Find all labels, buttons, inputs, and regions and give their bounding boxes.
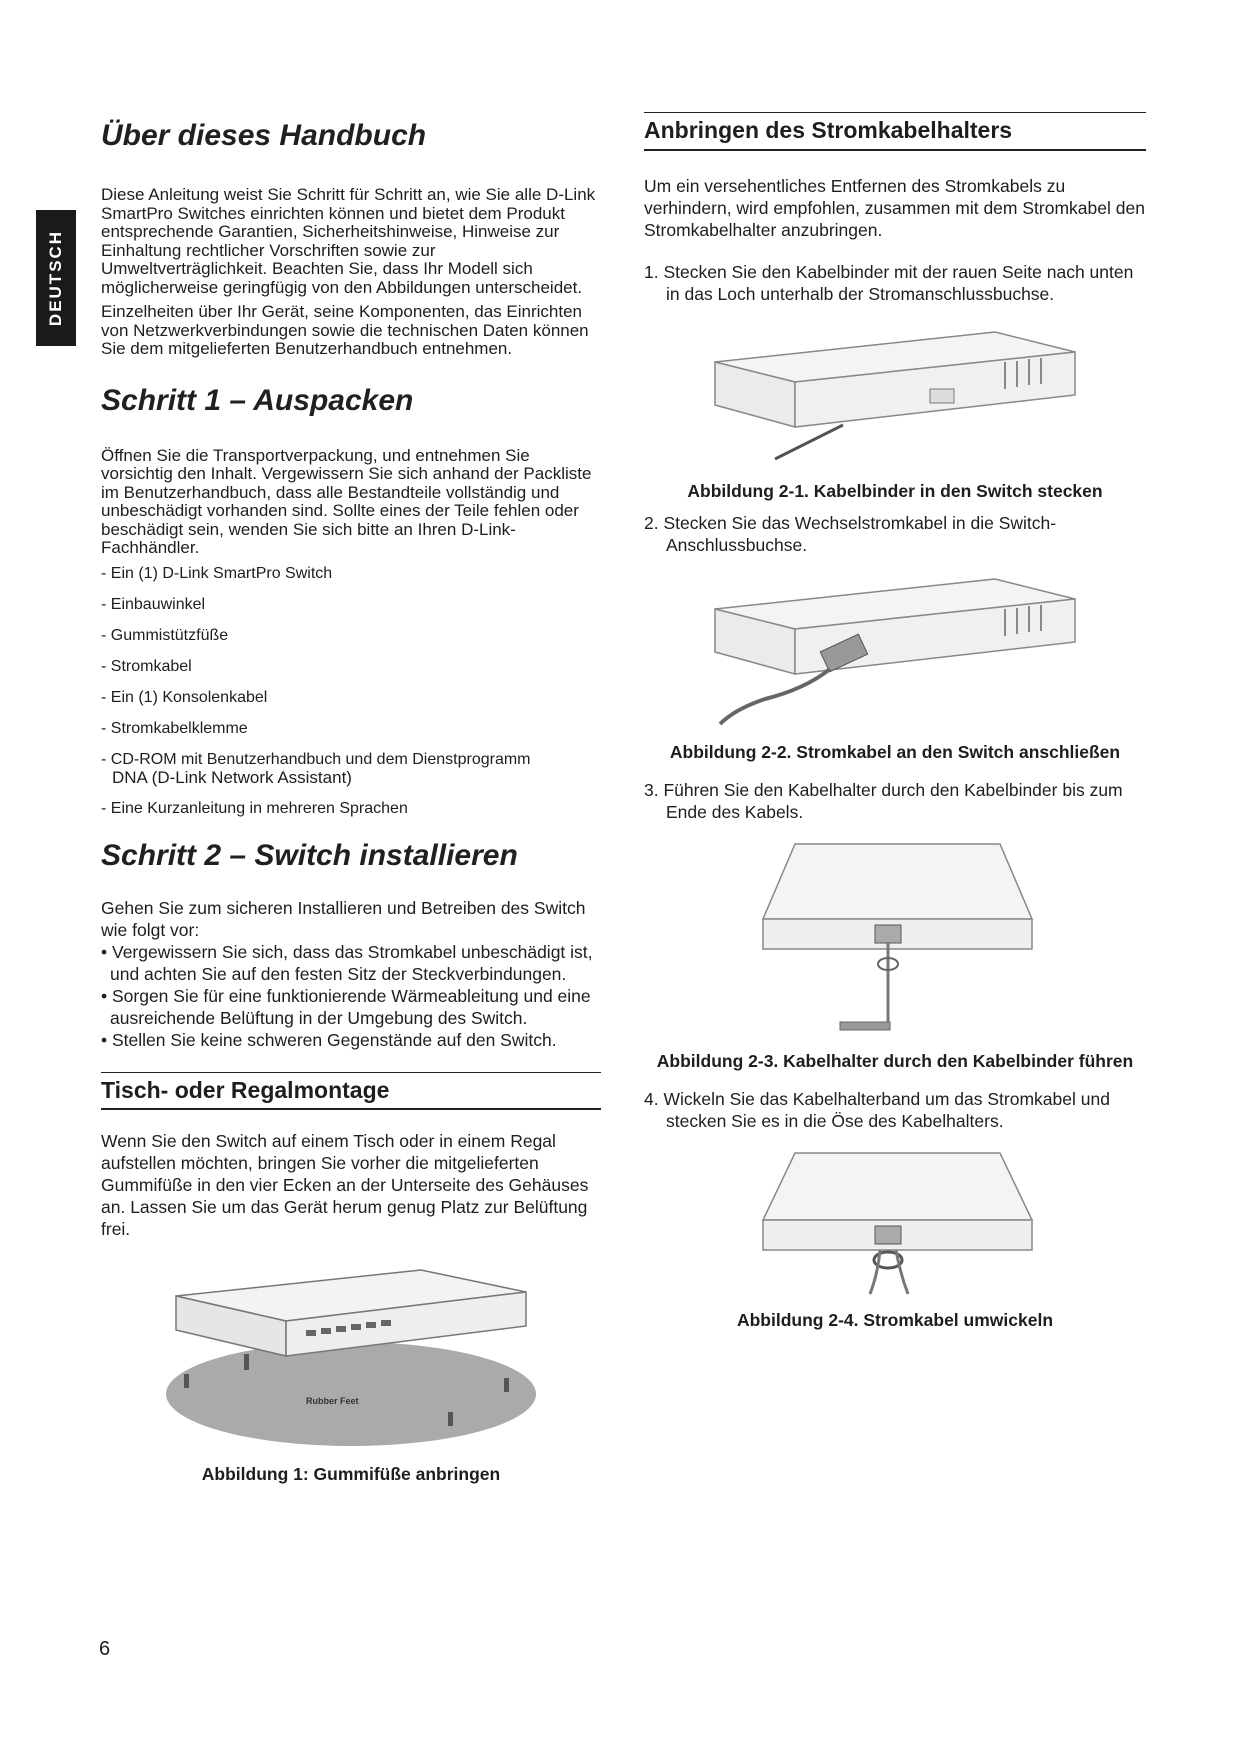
list-item: - Stromkabel bbox=[101, 657, 192, 675]
page-number: 6 bbox=[99, 1638, 111, 1660]
figure-caption: Abbildung 2-2. Stromkabel an den Switch anschließen bbox=[669, 741, 1121, 762]
step-4: 4. Wickeln Sie das Kabelhalterband um das Stromkabel und stecken Sie es in die Öse des Kabelhalters. bbox=[644, 1088, 1110, 1131]
list-item: - Ein (1) Konsolenkabel bbox=[101, 688, 268, 706]
step-2: 2. Stecken Sie das Wechselstromkabel in die Switch-Anschlussbuchse. bbox=[644, 512, 1057, 555]
install-intro: Gehen Sie zum sicheren Installieren und Betreiben des Switch wie folgt vor: bbox=[101, 897, 586, 940]
rubber-feet-label: Rubber Feet bbox=[306, 1396, 359, 1407]
list-item-continuation: DNA (D-Link Network Assistant) bbox=[112, 767, 352, 787]
package-contents-list bbox=[101, 565, 601, 818]
figure-2-2-power-cable bbox=[695, 574, 1095, 734]
section-title-table-mount: Tisch- oder Regalmontage bbox=[101, 1072, 601, 1111]
list-item: • Vergewissern Sie sich, dass das Stromkabel unbeschädigt ist, und achten Sie auf den festen Sitz der Steckverbindungen. bbox=[101, 941, 593, 984]
figure-caption: Abbildung 1: Gummifüße anbringen bbox=[201, 1464, 501, 1485]
list-item: - Einbauwinkel bbox=[101, 595, 206, 613]
section-title-unpack: Schritt 1 – Auspacken bbox=[101, 383, 414, 417]
figure-2-1-cable-tie bbox=[695, 327, 1095, 467]
list-item: - Ein (1) D-Link SmartPro Switch bbox=[101, 564, 333, 582]
language-tab-label: DEUTSCH bbox=[46, 229, 66, 327]
power-cable bbox=[720, 669, 830, 724]
unpack-paragraph: Öffnen Sie die Transportverpackung, und entnehmen Sie vorsichtig den Inhalt. Vergewissern Sie sich anhand der Packliste im Benutzerhandbuch, dass alle Bestandteile vollständig und unbeschädigt vorhanden sind. Sollte eines der Teile fehlen oder beschädigt sein, wenden Sie sich bitte an Ihren D-Link-Fachhändler. bbox=[101, 445, 592, 557]
list-item: - Gummistützfüße bbox=[101, 626, 229, 644]
language-tab bbox=[36, 210, 76, 346]
list-item: • Stellen Sie keine schweren Gegenstände auf den Switch. bbox=[101, 1029, 557, 1050]
section-title-cable-holder: Anbringen des Stromkabelhalters bbox=[644, 112, 1146, 151]
left-column bbox=[101, 118, 601, 1487]
figure-caption: Abbildung 2-4. Stromkabel umwickeln bbox=[736, 1309, 1054, 1330]
table-surface bbox=[166, 1342, 536, 1446]
table-mount-paragraph: Wenn Sie den Switch auf einem Tisch oder in einem Regal aufstellen möchten, bringen Sie vorher die mitgelieferten Gummifüße in den vier Ecken an der Unterseite des Gehäuses an. Lassen Sie um das Gerät herum genug Platz zur Belüftung frei. bbox=[101, 1131, 589, 1240]
figure-rubber-feet bbox=[156, 1266, 546, 1456]
step-3: 3. Führen Sie den Kabelhalter durch den Kabelbinder bis zum Ende des Kabels. bbox=[644, 779, 1123, 822]
figure-caption: Abbildung 2-1. Kabelbinder in den Switch stecken bbox=[687, 480, 1103, 501]
cable-holder-clip bbox=[840, 1022, 890, 1030]
figure-2-4-wrap-cable bbox=[750, 1148, 1040, 1298]
right-column bbox=[644, 118, 1146, 1333]
step-1: 1. Stecken Sie den Kabelbinder mit der rauen Seite nach unten in das Loch unterhalb der Stromanschlussbuchse. bbox=[644, 261, 1134, 304]
cable-tie bbox=[775, 425, 843, 459]
section-title-install: Schritt 2 – Switch installieren bbox=[101, 838, 518, 872]
figure-2-3-cable-holder bbox=[750, 839, 1040, 1039]
about-paragraph-1: Diese Anleitung weist Sie Schritt für Schritt an, wie Sie alle D-Link SmartPro Switches einrichten können und bietet dem Produkt entsprechende Garantien, Sicherheitshinweise, Hinweise zur Einhaltung rechtlicher Vorschriften sowie zur Umweltverträglichkeit. Beachten Sie, dass Ihr Modell sich möglicherweise geringfügig von den Abbildungen unterscheidet. bbox=[101, 185, 596, 297]
figure-caption: Abbildung 2-3. Kabelhalter durch den Kabelbinder führen bbox=[656, 1050, 1134, 1071]
cable-holder-intro: Um ein versehentliches Entfernen des Stromkabels zu verhindern, wird empfohlen, zusammen mit dem Stromkabel den Stromkabelhalter anzubringen. bbox=[644, 175, 1145, 240]
list-item: - Eine Kurzanleitung in mehreren Sprachen bbox=[101, 799, 408, 817]
install-bullet-list bbox=[101, 941, 601, 1051]
list-item bbox=[101, 751, 601, 787]
list-item: - Stromkabelklemme bbox=[101, 719, 248, 737]
about-paragraph-2: Einzelheiten über Ihr Gerät, seine Komponenten, das Einrichten von Netzwerkverbindungen sowie die technischen Daten können Sie dem mitgelieferten Benutzerhandbuch entnehmen. bbox=[101, 302, 589, 358]
section-title-about: Über dieses Handbuch bbox=[101, 119, 427, 152]
list-item: • Sorgen Sie für eine funktionierende Wärmeableitung und eine ausreichende Belüftung in der Umgebung des Switch. bbox=[101, 985, 591, 1028]
list-item-text: - CD-ROM mit Benutzerhandbuch und dem Dienstprogramm bbox=[101, 750, 531, 768]
